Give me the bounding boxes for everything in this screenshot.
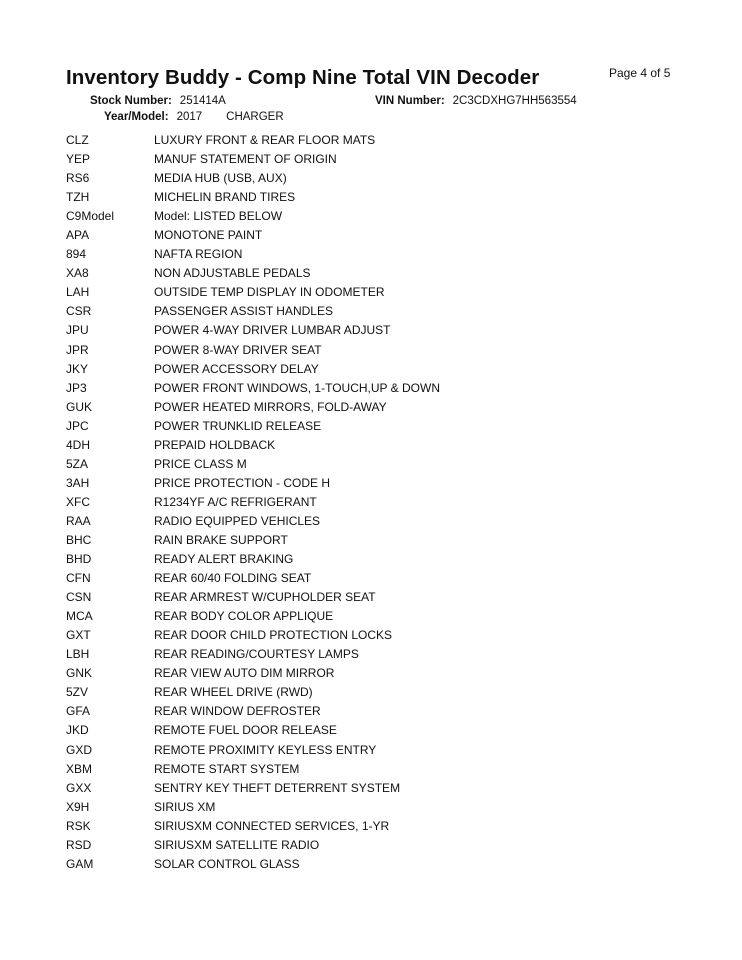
option-description: NAFTA REGION: [154, 247, 243, 262]
option-row: [66, 341, 440, 360]
option-row: [66, 321, 440, 340]
year-model-label: Year/Model:: [104, 111, 169, 123]
option-row: [66, 474, 440, 493]
option-code: GNK: [66, 666, 93, 681]
option-description: MEDIA HUB (USB, AUX): [154, 171, 287, 186]
option-code: LBH: [66, 647, 90, 662]
option-row: [66, 245, 440, 264]
option-description: SIRIUSXM SATELLITE RADIO: [154, 837, 320, 852]
document-title: Inventory Buddy - Comp Nine Total VIN Decoder: [66, 66, 540, 89]
option-code: 894: [66, 247, 87, 262]
option-row: [66, 512, 440, 531]
option-description: NON ADJUSTABLE PEDALS: [154, 266, 311, 281]
option-row: [66, 626, 440, 645]
option-row: [66, 569, 440, 588]
option-code: GUK: [66, 399, 93, 414]
option-row: [66, 226, 440, 245]
option-description: OUTSIDE TEMP DISPLAY IN ODOMETER: [154, 285, 385, 300]
option-description: LUXURY FRONT & REAR FLOOR MATS: [154, 133, 376, 147]
option-row: [66, 702, 440, 721]
option-description: REAR VIEW AUTO DIM MIRROR: [154, 666, 335, 681]
option-row: [66, 398, 440, 417]
option-code: 4DH: [66, 437, 91, 452]
option-description: POWER 8-WAY DRIVER SEAT: [154, 342, 322, 357]
option-description: REAR ARMREST W/CUPHOLDER SEAT: [154, 590, 376, 605]
year-model: [104, 111, 284, 123]
option-description: MONOTONE PAINT: [154, 228, 263, 243]
option-row: [66, 455, 440, 474]
stock-number-label: Stock Number:: [90, 95, 172, 107]
option-description: REMOTE PROXIMITY KEYLESS ENTRY: [154, 742, 377, 757]
stock-number-value: 251414A: [179, 95, 226, 107]
option-row: [66, 798, 440, 817]
option-code: BHD: [66, 552, 92, 567]
option-row: [66, 169, 440, 188]
option-code: GXT: [66, 628, 91, 643]
option-row: [66, 360, 440, 379]
option-code: 3AH: [66, 475, 90, 490]
option-row: [66, 741, 440, 760]
option-code: GAM: [66, 856, 94, 871]
option-row: [66, 607, 440, 626]
option-row: [66, 645, 440, 664]
option-row: [66, 855, 440, 874]
page-number: Page 4 of 5: [609, 66, 671, 80]
option-code: JPR: [66, 342, 89, 357]
option-code: JPU: [66, 323, 89, 338]
option-description: POWER 4-WAY DRIVER LUMBAR ADJUST: [154, 323, 391, 338]
option-description: REAR DOOR CHILD PROTECTION LOCKS: [154, 628, 393, 643]
option-code: CSR: [66, 304, 92, 319]
stock-number: [90, 95, 226, 107]
option-description: REMOTE FUEL DOOR RELEASE: [154, 723, 337, 738]
option-code: RS6: [66, 171, 90, 186]
option-row: [66, 836, 440, 855]
option-row: [66, 664, 440, 683]
option-description: R1234YF A/C REFRIGERANT: [154, 494, 317, 509]
option-row: [66, 588, 440, 607]
option-row: [66, 531, 440, 550]
option-row: [66, 379, 440, 398]
option-description: MICHELIN BRAND TIRES: [154, 190, 296, 205]
option-row: [66, 493, 440, 512]
option-row: [66, 302, 440, 321]
option-description: SIRIUS XM: [154, 799, 216, 814]
option-description: POWER HEATED MIRRORS, FOLD-AWAY: [154, 399, 387, 414]
option-code: GXX: [66, 780, 92, 795]
option-description: POWER TRUNKLID RELEASE: [154, 418, 322, 433]
option-code: MCA: [66, 609, 93, 624]
option-description: POWER ACCESSORY DELAY: [154, 361, 319, 376]
option-description: POWER FRONT WINDOWS, 1-TOUCH,UP & DOWN: [154, 380, 441, 395]
option-description: READY ALERT BRAKING: [154, 552, 294, 567]
option-row: [66, 207, 440, 226]
option-code: CLZ: [66, 133, 89, 147]
option-description: SOLAR CONTROL GLASS: [154, 856, 300, 871]
option-description: RADIO EQUIPPED VEHICLES: [154, 513, 321, 528]
option-code: GXD: [66, 742, 93, 757]
option-description: REAR BODY COLOR APPLIQUE: [154, 609, 334, 624]
option-code: 5ZA: [66, 456, 89, 471]
option-row: [66, 779, 440, 798]
option-row: [66, 188, 440, 207]
vin-number: [375, 95, 577, 107]
option-code: BHC: [66, 532, 92, 547]
option-description: PRICE CLASS M: [154, 456, 247, 471]
option-code: TZH: [66, 190, 90, 205]
option-code: RSD: [66, 837, 92, 852]
option-code: X9H: [66, 799, 90, 814]
option-code: APA: [66, 228, 90, 243]
option-row: [66, 417, 440, 436]
option-code-list: [66, 131, 440, 874]
option-code: RSK: [66, 818, 91, 833]
option-code: GFA: [66, 704, 91, 719]
model-value: CHARGER: [226, 111, 284, 123]
option-description: MANUF STATEMENT OF ORIGIN: [154, 152, 337, 167]
option-code: JKY: [66, 361, 89, 376]
option-row: [66, 264, 440, 283]
vin-number-label: VIN Number:: [375, 95, 445, 107]
option-code: JPC: [66, 418, 89, 433]
option-description: PASSENGER ASSIST HANDLES: [154, 304, 333, 319]
option-code: LAH: [66, 285, 90, 300]
option-row: [66, 436, 440, 455]
option-code: 5ZV: [66, 685, 89, 700]
option-code: RAA: [66, 513, 91, 528]
option-code: XA8: [66, 266, 89, 281]
option-description: RAIN BRAKE SUPPORT: [154, 532, 288, 547]
option-code: XFC: [66, 494, 90, 509]
option-row: [66, 150, 440, 169]
option-description: REAR 60/40 FOLDING SEAT: [154, 571, 312, 586]
option-description: REAR READING/COURTESY LAMPS: [154, 647, 359, 662]
option-description: SIRIUSXM CONNECTED SERVICES, 1-YR: [154, 818, 390, 833]
option-row: [66, 283, 440, 302]
vin-number-value: 2C3CDXHG7HH563554: [452, 95, 577, 107]
option-code: CSN: [66, 590, 92, 605]
year-value: 2017: [176, 111, 203, 123]
option-description: PREPAID HOLDBACK: [154, 437, 276, 452]
option-row: [66, 550, 440, 569]
option-description: SENTRY KEY THEFT DETERRENT SYSTEM: [154, 780, 401, 795]
option-description: REAR WINDOW DEFROSTER: [154, 704, 321, 719]
option-code: JKD: [66, 723, 89, 738]
option-row: [66, 131, 440, 150]
option-row: [66, 760, 440, 779]
option-row: [66, 721, 440, 740]
option-code: JP3: [66, 380, 87, 395]
option-row: [66, 817, 440, 836]
option-row: [66, 683, 440, 702]
option-code: XBM: [66, 761, 93, 776]
option-description: REMOTE START SYSTEM: [154, 761, 300, 776]
option-description: PRICE PROTECTION - CODE H: [154, 475, 331, 490]
option-description: REAR WHEEL DRIVE (RWD): [154, 685, 313, 700]
option-code: CFN: [66, 571, 91, 586]
option-description: Model: LISTED BELOW: [154, 209, 283, 224]
option-code: C9Model: [66, 209, 115, 224]
option-code: YEP: [66, 152, 91, 167]
